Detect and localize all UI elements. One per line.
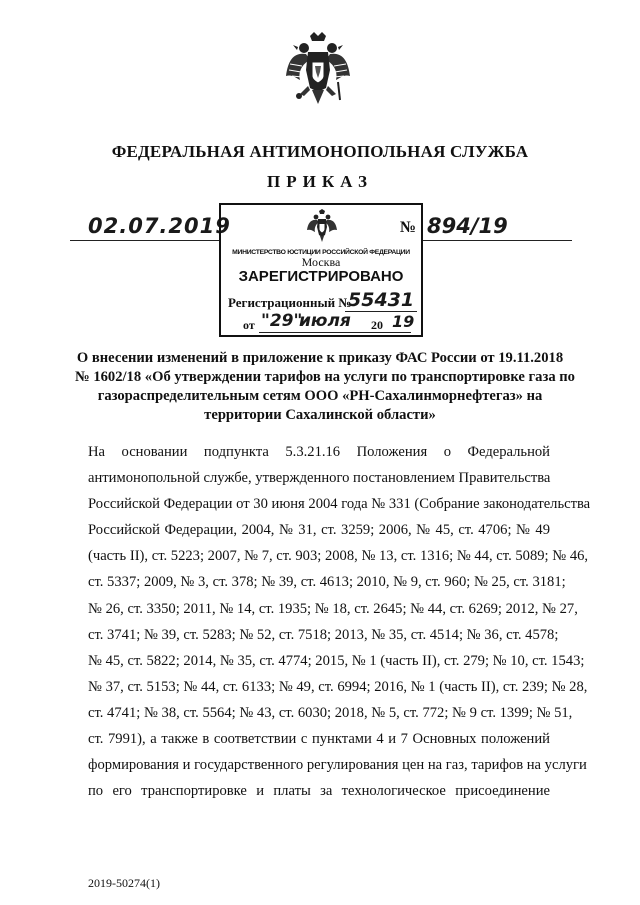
stamp-day-handwritten: "29" xyxy=(261,311,303,331)
order-subject xyxy=(75,349,575,425)
body-line: № 26, ст. 3350; 2011, № 14, ст. 1935; № 18, ст. 2645; № 44, ст. 6269; 2012, № 27, xyxy=(88,600,578,617)
number-underline xyxy=(422,240,572,241)
order-title: ПРИКАЗ xyxy=(267,172,373,191)
stamp-emblem-icon xyxy=(307,209,337,243)
stamp-year-prefix: 20 xyxy=(371,318,383,332)
body-line: Российской Федерации, 2004, № 31, ст. 3259; 2006, № 45, ст. 4706; № 49 xyxy=(88,522,550,539)
registration-stamp xyxy=(219,203,423,337)
body-line: ст. 3741; № 39, ст. 5283; № 52, ст. 7518; 2013, № 35, ст. 4514; № 36, ст. 4578; xyxy=(88,626,559,643)
subject-line: О внесении изменений в приложение к приказу ФАС России от 19.11.2018 xyxy=(76,350,564,366)
stamp-regno-label: Регистрационный № xyxy=(228,295,352,310)
body-line: по его транспортировке и платы за технологическое присоединение xyxy=(88,783,550,800)
agency-title: ФЕДЕРАЛЬНАЯ АНТИМОНОПОЛЬНАЯ СЛУЖБА xyxy=(111,142,529,161)
stamp-ot-label: от xyxy=(243,318,255,332)
document-code: 2019-50274(1) xyxy=(88,876,160,890)
body-line: ст. 7991), а также в соответствии с пунктами 4 и 7 Основных положений xyxy=(88,731,550,748)
order-number-handwritten: 894/19 xyxy=(427,214,508,238)
subject-line: № 1602/18 «Об утверждении тарифов на услуги по транспортировке газа по xyxy=(75,369,575,385)
order-body xyxy=(88,439,591,804)
date-underline xyxy=(70,240,220,241)
body-line: ст. 5337; 2009, № 3, ст. 378; № 39, ст. 4613; 2010, № 9, ст. 960; № 25, ст. 3181; xyxy=(88,574,566,591)
body-line: (часть II), ст. 5223; 2007, № 7, ст. 903; 2008, № 13, ст. 1316; № 44, ст. 5089; № 46, xyxy=(88,548,589,565)
body-line: антимонопольной службе, утвержденного постановлением Правительства xyxy=(88,470,551,487)
coat-of-arms-icon xyxy=(284,30,352,114)
body-line: формирования и государственного регулирования цен на газ, тарифов на услуги xyxy=(88,757,587,774)
body-line: Российской Федерации от 30 июня 2004 года № 331 (Собрание законодательства xyxy=(88,496,591,513)
stamp-city: Москва xyxy=(301,255,341,269)
body-line: № 45, ст. 5822; 2014, № 35, ст. 4774; 2015, № 1 (часть II), ст. 279; № 10, ст. 1543; xyxy=(88,652,585,669)
body-line: ст. 4741; № 38, ст. 5564; № 43, ст. 6030; 2018, № 5, ст. 772; № 9 ст. 1399; № 51, xyxy=(88,704,573,721)
date-stamp-underline xyxy=(259,332,411,333)
stamp-ministry: МИНИСТЕРСТВО ЮСТИЦИИ РОССИЙСКОЙ ФЕДЕРАЦИИ xyxy=(232,249,410,256)
stamp-regno-handwritten: 55431 xyxy=(348,289,415,311)
stamp-registered: ЗАРЕГИСТРИРОВАНО xyxy=(238,268,404,285)
body-line: № 37, ст. 5153; № 44, ст. 6133; № 49, ст. 6994; 2016, № 1 (часть II), ст. 239; № 28, xyxy=(88,678,588,695)
number-sign: № xyxy=(400,219,417,236)
body-line: На основании подпункта 5.3.21.16 Положения о Федеральной xyxy=(88,444,550,460)
subject-line: территории Сахалинской области» xyxy=(204,407,436,423)
stamp-month-handwritten: июля xyxy=(299,311,351,331)
subject-line: газораспределительным сетям ООО «РН-Сахалинморнефтегаз» на xyxy=(97,388,543,404)
stamp-year-handwritten: 19 xyxy=(392,312,415,331)
order-date-handwritten: 02.07.2019 xyxy=(88,214,231,238)
